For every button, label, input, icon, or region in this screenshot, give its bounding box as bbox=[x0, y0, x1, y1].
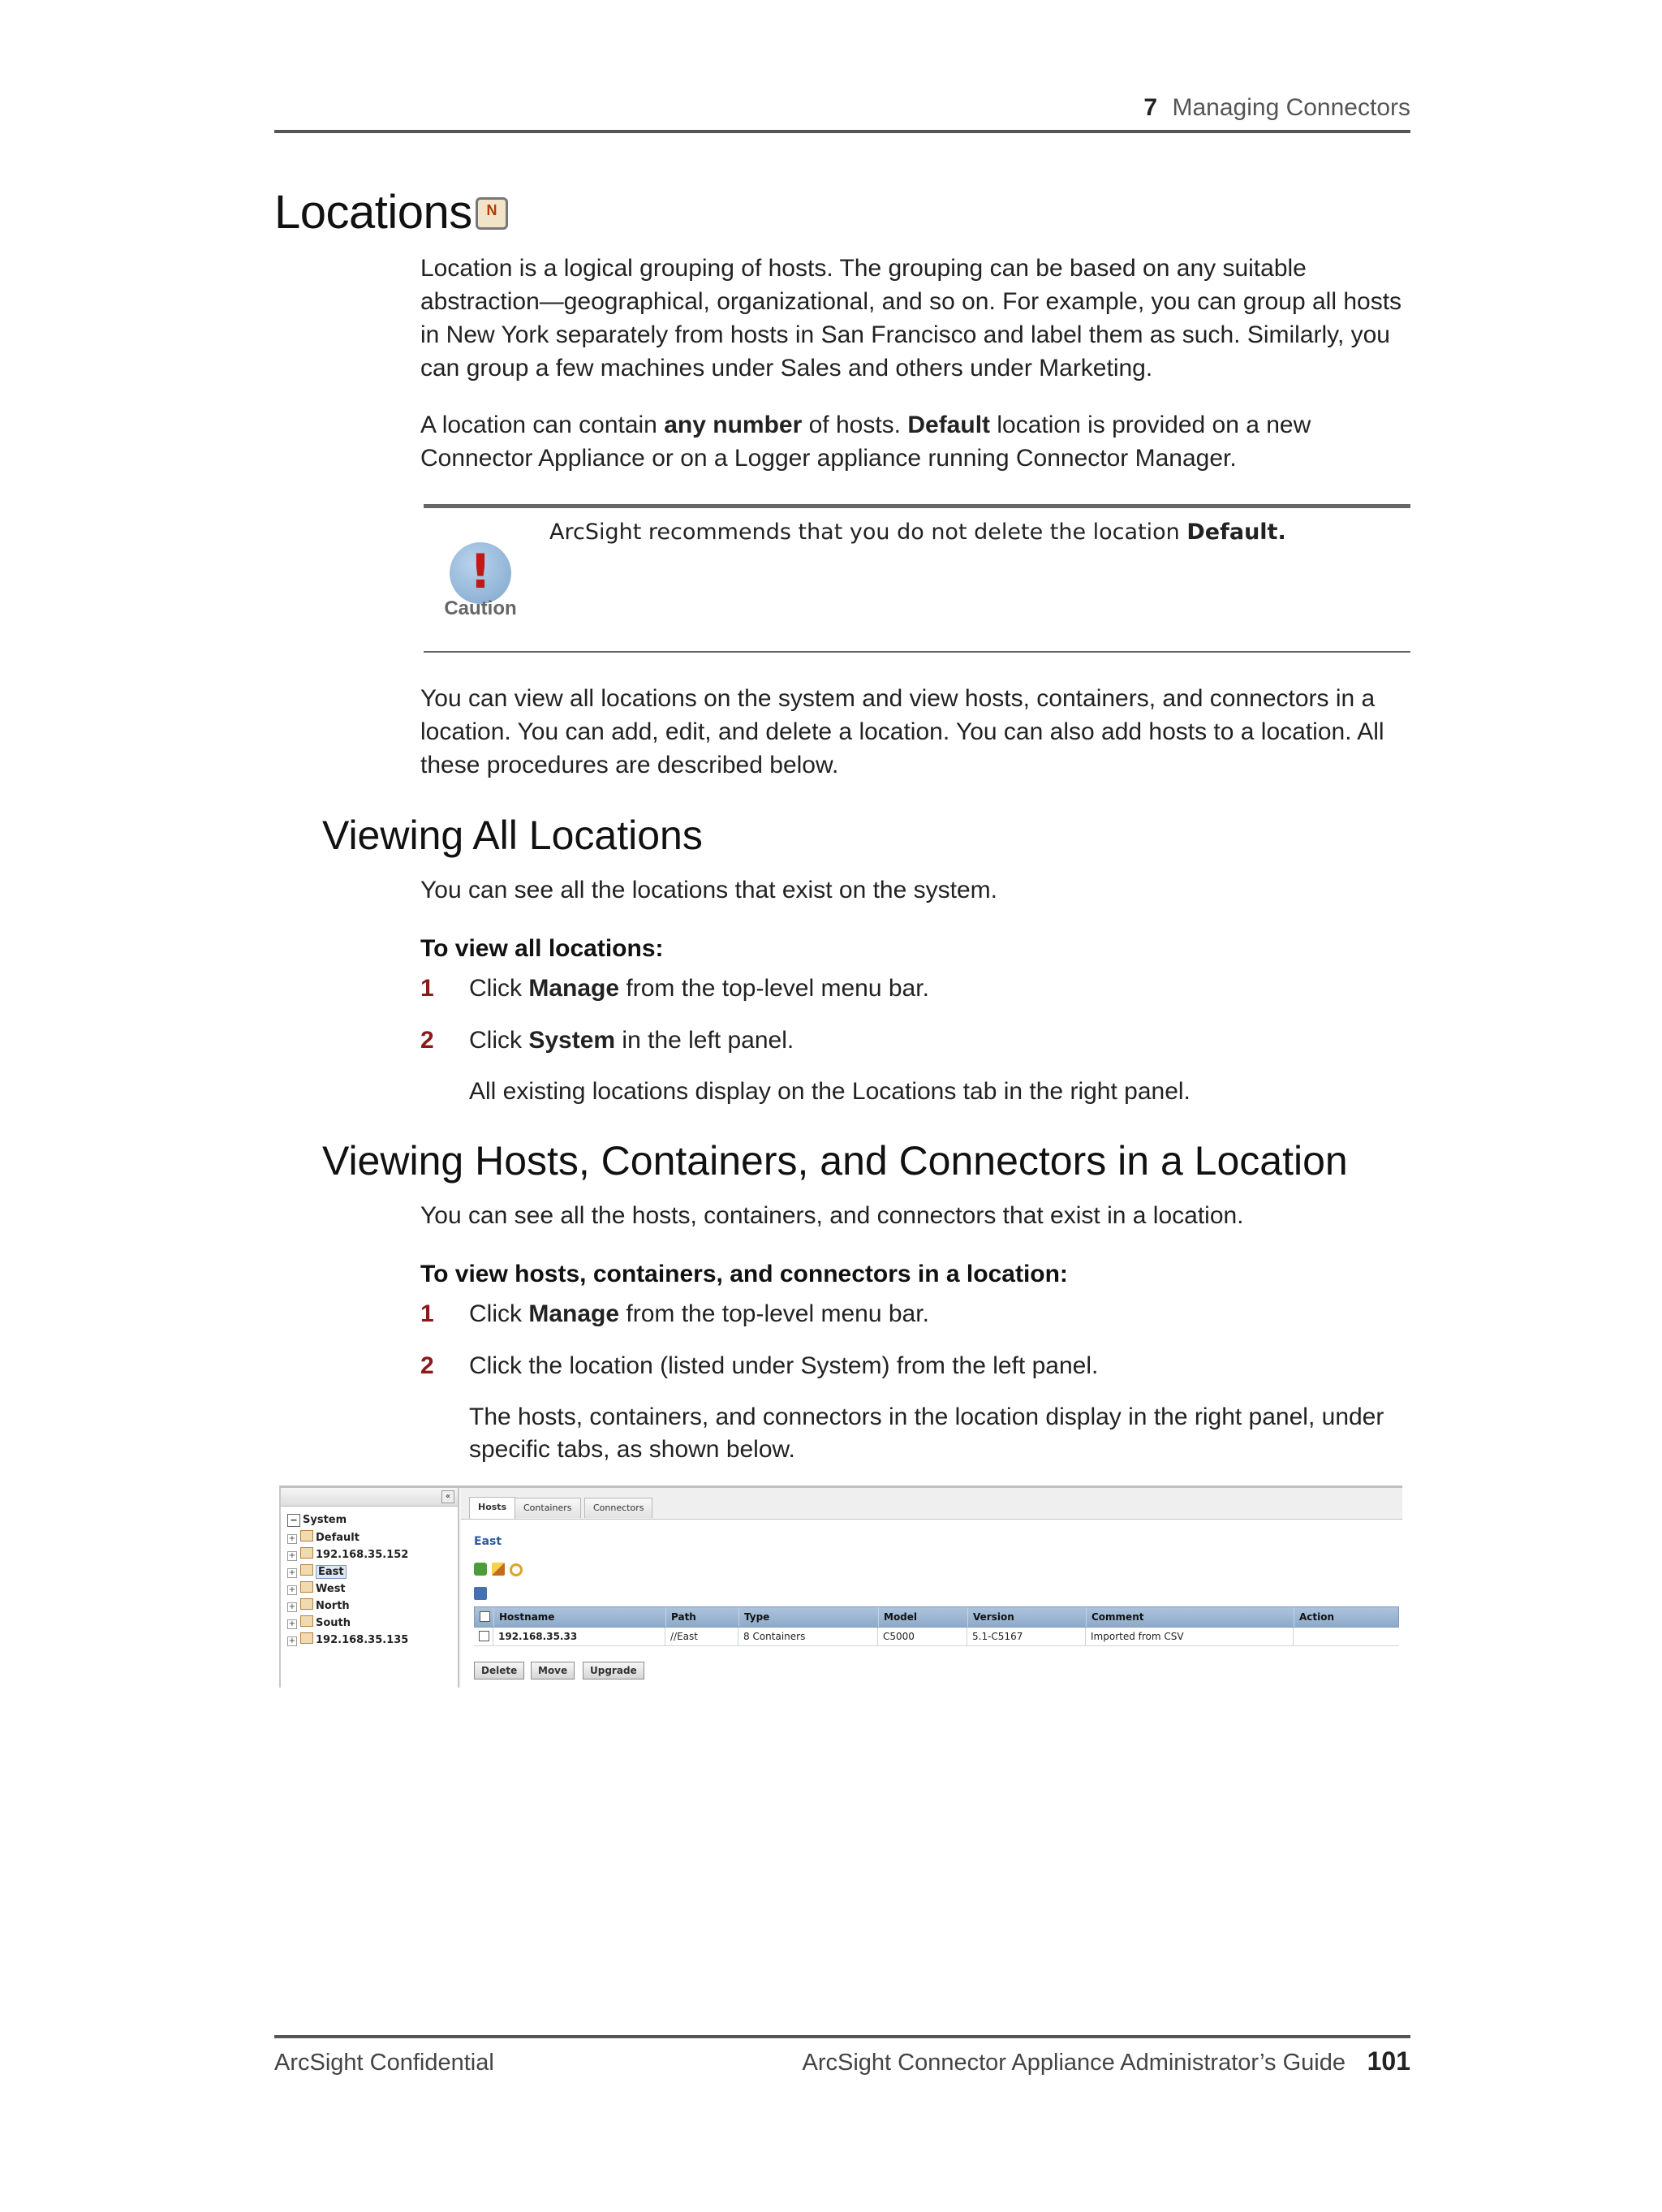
tab-connectors[interactable]: Connectors bbox=[584, 1498, 652, 1518]
expand-icon[interactable]: + bbox=[288, 1585, 296, 1594]
hosts-table bbox=[474, 1606, 1399, 1646]
cell-version: 5.1-C5167 bbox=[967, 1628, 1086, 1645]
page-title-text: Locations bbox=[274, 186, 472, 239]
location-heading: East bbox=[474, 1535, 502, 1548]
step-number: 1 bbox=[420, 1300, 434, 1327]
location-icon bbox=[300, 1615, 313, 1627]
move-button[interactable]: Move bbox=[531, 1662, 575, 1679]
location-icon bbox=[300, 1530, 313, 1542]
tree-item-west[interactable] bbox=[287, 1581, 346, 1598]
tree-item-label: West bbox=[316, 1583, 346, 1595]
tab-hosts[interactable]: Hosts bbox=[469, 1497, 515, 1519]
add-host-icon[interactable] bbox=[474, 1563, 487, 1576]
column-header-version[interactable]: Version bbox=[968, 1607, 1087, 1627]
caution-text-a: ArcSight recommends that you do not delete the location bbox=[549, 520, 1187, 545]
caution-box bbox=[424, 504, 1410, 653]
tree-item-east[interactable] bbox=[287, 1564, 347, 1580]
tree-item-label: 192.168.35.135 bbox=[316, 1634, 409, 1646]
step-text bbox=[469, 1297, 1412, 1330]
location-icon bbox=[300, 1564, 313, 1576]
edit-icon[interactable] bbox=[492, 1563, 505, 1576]
step-text bbox=[469, 972, 1412, 1005]
page-number: 101 bbox=[1367, 2046, 1410, 2076]
expand-icon[interactable]: + bbox=[288, 1568, 296, 1577]
tab-bar bbox=[461, 1488, 1402, 1520]
step-text-bold: Manage bbox=[528, 1300, 620, 1327]
expand-icon[interactable]: + bbox=[288, 1551, 296, 1560]
tree-item-default[interactable] bbox=[287, 1530, 360, 1546]
footer-confidential: ArcSight Confidential bbox=[274, 2050, 494, 2076]
page-title bbox=[274, 185, 508, 239]
upgrade-button[interactable]: Upgrade bbox=[583, 1662, 644, 1679]
tree-item-label: North bbox=[316, 1600, 350, 1612]
table-header bbox=[474, 1606, 1399, 1628]
tree-item-north[interactable] bbox=[287, 1598, 350, 1615]
step-text-c: from the top-level menu bar. bbox=[619, 975, 929, 1002]
section2-intro: You can see all the hosts, containers, and connectors that exist in a location. bbox=[420, 1202, 1244, 1229]
column-header-action[interactable]: Action bbox=[1299, 1611, 1335, 1623]
step-text-a: Click bbox=[469, 1027, 529, 1054]
cell-action[interactable] bbox=[1294, 1628, 1399, 1645]
step-text-c: from the top-level menu bar. bbox=[619, 1300, 929, 1327]
intro-paragraph-2 bbox=[420, 408, 1412, 475]
column-header-path[interactable]: Path bbox=[666, 1607, 739, 1627]
expand-icon[interactable]: + bbox=[288, 1534, 296, 1543]
step-text: Click the location (listed under System) from the left panel. bbox=[469, 1352, 1099, 1379]
tree-root-system[interactable] bbox=[287, 1514, 347, 1530]
new-feature-icon-letter: N bbox=[486, 202, 497, 218]
right-panel bbox=[461, 1488, 1402, 1688]
intro-p2-bold-a: any number bbox=[664, 412, 803, 438]
section2-step-note: The hosts, containers, and connectors in the location display in the right panel, under specific tabs, as shown below. bbox=[469, 1404, 1384, 1463]
tree-item-south[interactable] bbox=[287, 1615, 351, 1632]
tree-item-label: South bbox=[316, 1617, 351, 1629]
tree-root-label: System bbox=[303, 1514, 347, 1526]
section1-intro: You can see all the locations that exist on the system. bbox=[420, 877, 997, 903]
tree-item-label: East bbox=[316, 1565, 347, 1579]
expand-icon[interactable]: + bbox=[288, 1619, 296, 1628]
row-select-cell bbox=[474, 1628, 493, 1645]
page-footer bbox=[274, 2035, 1410, 2079]
column-header-type[interactable]: Type bbox=[739, 1607, 879, 1627]
step-number: 1 bbox=[420, 975, 434, 1002]
procedures-paragraph: You can view all locations on the system and view hosts, containers, and connectors in a location. You can add, edit, and delete a location. You can also add hosts to a location. All these procedures are described below. bbox=[420, 685, 1384, 778]
expand-icon[interactable]: + bbox=[288, 1602, 296, 1611]
embedded-ui-screenshot bbox=[279, 1485, 1402, 1688]
tree-item-label: Default bbox=[316, 1532, 360, 1544]
cell-path: //East bbox=[665, 1628, 738, 1645]
column-header-model[interactable]: Model bbox=[879, 1607, 968, 1627]
intro-p2-text-b: of hosts. bbox=[802, 412, 908, 438]
section1-procedure-heading: To view all locations: bbox=[420, 935, 664, 962]
tree-item-label: 192.168.35.152 bbox=[316, 1549, 409, 1561]
row-checkbox[interactable] bbox=[479, 1631, 489, 1641]
location-icon bbox=[300, 1547, 313, 1559]
step-text-bold: System bbox=[528, 1027, 616, 1054]
intro-p2-text-c: location is provided on a new Connector Appliance or on a Logger appliance running Connector Manager. bbox=[420, 412, 1311, 472]
cell-comment: Imported from CSV bbox=[1086, 1628, 1294, 1645]
chapter-number: 7 bbox=[1143, 94, 1157, 121]
left-panel bbox=[281, 1488, 459, 1688]
collapse-panel-button[interactable]: « bbox=[441, 1490, 454, 1503]
refresh-icon[interactable] bbox=[510, 1563, 523, 1576]
left-panel-toolbar bbox=[281, 1488, 458, 1507]
caution-label: Caution bbox=[444, 597, 517, 619]
step-number: 2 bbox=[420, 1027, 434, 1054]
tab-containers[interactable]: Containers bbox=[515, 1498, 581, 1518]
section-heading-viewing-hosts: Viewing Hosts, Containers, and Connectors in a Location bbox=[322, 1138, 1348, 1184]
caution-text-bold: Default. bbox=[1186, 520, 1286, 545]
table-row[interactable] bbox=[474, 1628, 1399, 1646]
caution-text bbox=[549, 520, 1286, 545]
location-icon bbox=[300, 1632, 313, 1644]
section2-procedure-heading: To view hosts, containers, and connectors in a location: bbox=[420, 1261, 1068, 1287]
step-text bbox=[469, 1024, 1412, 1057]
step-number: 2 bbox=[420, 1352, 434, 1379]
select-all-cell bbox=[475, 1607, 494, 1627]
select-all-checkbox[interactable] bbox=[480, 1611, 490, 1622]
cell-hostname: 192.168.35.33 bbox=[493, 1628, 665, 1645]
intro-p2-bold-b: Default bbox=[907, 412, 991, 438]
column-header-hostname[interactable]: Hostname bbox=[494, 1607, 666, 1627]
step-text-a: Click bbox=[469, 975, 529, 1002]
cell-model: C5000 bbox=[878, 1628, 967, 1645]
step-text-bold: Manage bbox=[528, 975, 620, 1002]
chapter-title: Managing Connectors bbox=[1172, 94, 1410, 121]
expand-icon[interactable]: + bbox=[288, 1636, 296, 1645]
caution-icon: ! bbox=[450, 542, 511, 604]
delete-button[interactable]: Delete bbox=[474, 1662, 524, 1679]
location-icon bbox=[300, 1598, 313, 1610]
section-heading-viewing-all-locations: Viewing All Locations bbox=[322, 813, 703, 858]
cell-type: 8 Containers bbox=[738, 1628, 878, 1645]
page-header bbox=[274, 91, 1410, 133]
tree-item-host-135[interactable] bbox=[287, 1632, 408, 1649]
filter-icon[interactable] bbox=[474, 1587, 487, 1600]
tree-item-host-152[interactable] bbox=[287, 1547, 408, 1563]
collapse-icon[interactable]: − bbox=[287, 1514, 300, 1527]
new-feature-icon bbox=[476, 197, 508, 230]
location-icon bbox=[300, 1581, 313, 1593]
column-header-comment[interactable]: Comment bbox=[1087, 1607, 1294, 1627]
footer-guide-title: ArcSight Connector Appliance Administrator’s Guide bbox=[802, 2050, 1346, 2076]
step-text-c: in the left panel. bbox=[615, 1027, 794, 1054]
intro-p2-text-a: A location can contain bbox=[420, 412, 665, 438]
section1-step-note: All existing locations display on the Locations tab in the right panel. bbox=[469, 1078, 1191, 1105]
intro-paragraph-1: Location is a logical grouping of hosts. The grouping can be based on any suitable abstraction—geographical, organizational, and so on. For example, you can group all hosts in New York separately from hosts in San Francisco and label them as such. Similarly, you can group a few machines under Sales and others under Marketing. bbox=[420, 255, 1402, 382]
step-text-a: Click bbox=[469, 1300, 529, 1327]
